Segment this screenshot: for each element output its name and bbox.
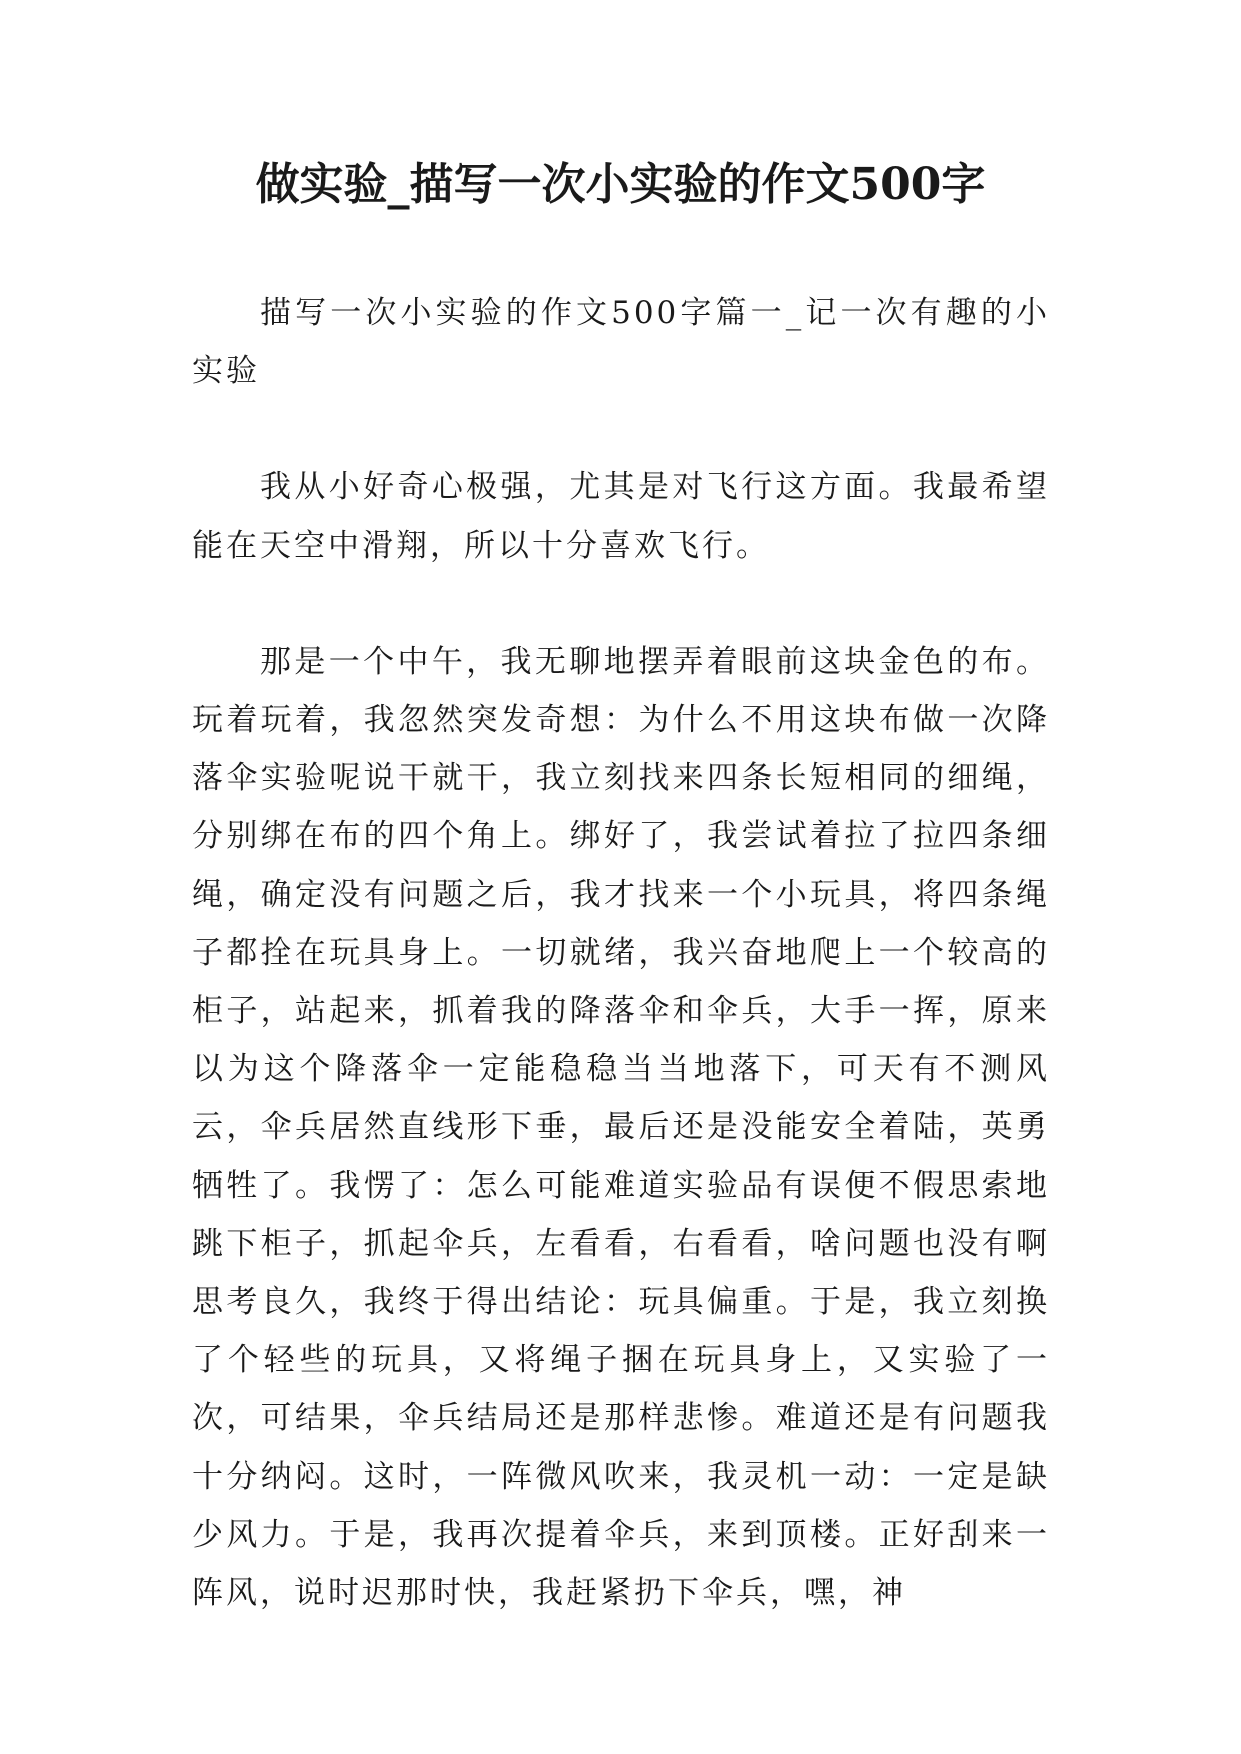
section-heading: 描写一次小实验的作文500字篇一_记一次有趣的小实验 xyxy=(192,295,1050,390)
paragraph-2: 那是一个中午，我无聊地摆弄着眼前这块金色的布。玩着玩着，我忽然突发奇想：为什么不用这块布做一次降落伞实验呢说干就干，我立刻找来四条长短相同的细绳，分别绑在布的四个角上。绑好了，我尝试着拉了拉四条细绳，确定没有问题之后，我才找来一个小玩具，将四条绳子都拴在玩具身上。一切就绪，我兴奋地爬上一个较高的柜子，站起来，抓着我的降落伞和伞兵，大手一挥，原来以为这个降落伞一定能稳稳当当地落下，可天有不测风云，伞兵居然直线形下垂，最后还是没能安全着陆，英勇牺牲了。我愣了：怎么可能难道实验品有误便不假思索地跳下柜子，抓起伞兵，左看看，右看看，啥问题也没有啊思考良久，我终于得出结论：玩具偏重。于是，我立刻换了个轻些的玩具，又将绳子捆在玩具身上，又实验了一次，可结果，伞兵结局还是那样悲惨。难道还是有问题我十分纳闷。这时，一阵微风吹来，我灵机一动：一定是缺少风力。于是，我再次提着伞兵，来到顶楼。正好刮来一阵风，说时迟那时快，我赶紧扔下伞兵，嘿，神 xyxy=(192,643,1050,1612)
document-body xyxy=(192,284,1050,1622)
document-title: 做实验_描写一次小实验的作文500字 xyxy=(255,159,986,210)
paragraph-1: 我从小好奇心极强，尤其是对飞行这方面。我最希望能在天空中滑翔，所以十分喜欢飞行。 xyxy=(192,469,1050,564)
